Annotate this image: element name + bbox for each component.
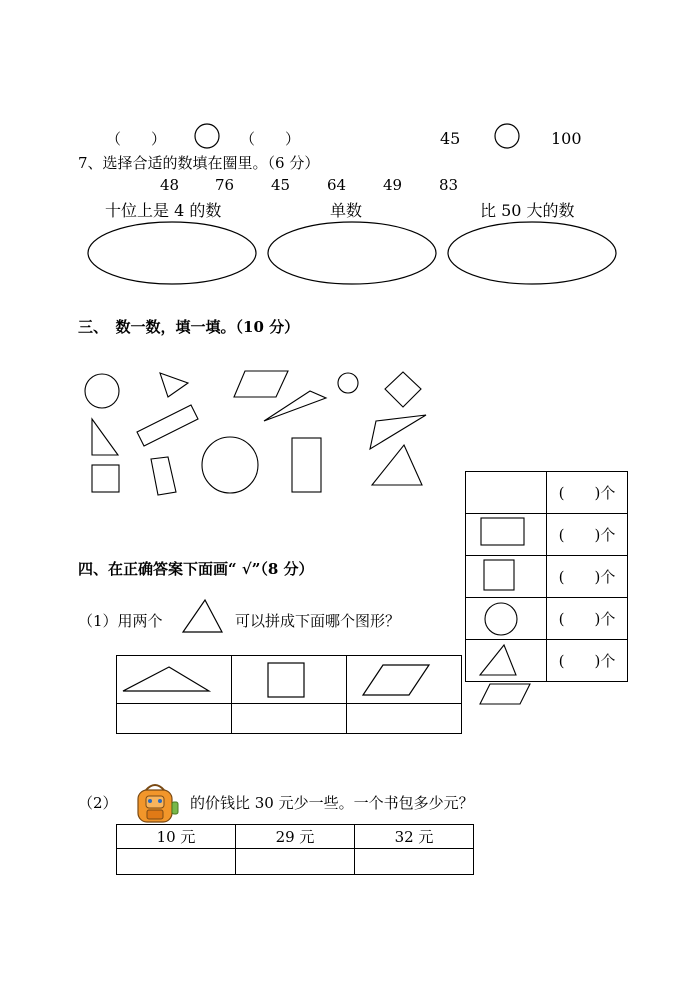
compare-circle-2[interactable] [494, 123, 520, 149]
q1-option-parallelogram [347, 656, 462, 704]
q1-options-table [116, 655, 462, 734]
q2-answer-cell[interactable] [117, 849, 236, 875]
shapes-figure [80, 365, 520, 505]
compare-paren-1[interactable]: （ ） [106, 130, 167, 148]
q7-number: 83 [439, 176, 459, 194]
q2-prefix: （2） [78, 794, 118, 812]
count-answer-cell[interactable] [547, 556, 628, 598]
q7-title: 7、选择合适的数填在圈里。（6 分） [78, 154, 320, 172]
count-suffix-text: ( )个 [558, 484, 616, 502]
q7-number: 64 [327, 176, 347, 194]
q7-number: 45 [271, 176, 291, 194]
q7-ellipse-gt-50[interactable] [446, 220, 618, 286]
square-icon [484, 560, 514, 590]
triangle-shape [370, 415, 426, 449]
price-label: 29 元 [275, 828, 315, 846]
q7-label-odd: 单数 [330, 201, 363, 220]
square-shape [92, 465, 119, 492]
price-option-10 [117, 825, 236, 849]
compare-num-right: 100 [551, 129, 582, 148]
q1-option-big-triangle [117, 656, 232, 704]
section3-title: 三、 数一数，填一填。（10 分） [78, 318, 300, 336]
q1-option-square [232, 656, 347, 704]
triangle-shape [160, 373, 188, 397]
compare-circle-1[interactable] [194, 123, 220, 149]
triangle-shape [264, 391, 326, 421]
q7-number: 49 [383, 176, 403, 194]
price-option-29 [236, 825, 355, 849]
count-suffix-text: ( )个 [558, 610, 616, 628]
q1-suffix: 可以拼成下面哪个图形？ [235, 612, 401, 630]
circle-shape [202, 437, 258, 493]
q7-ellipse-tens-4[interactable] [86, 220, 258, 286]
price-label: 32 元 [394, 828, 434, 846]
count-table [465, 471, 628, 682]
q2-suffix: 的价钱比 30 元少一些。一个书包多少元？ [190, 794, 474, 812]
q1-answer-cell[interactable] [117, 704, 232, 734]
q2-answer-cell[interactable] [355, 849, 474, 875]
count-answer-cell[interactable] [547, 598, 628, 640]
compare-num-left: 45 [440, 129, 461, 148]
square-shape [385, 372, 421, 407]
q7-number: 76 [215, 176, 235, 194]
triangle-icon [480, 645, 516, 675]
count-suffix-text: ( )个 [558, 652, 616, 670]
section4-title: 四、在正确答案下面画“ √”（8 分） [78, 560, 314, 578]
count-answer-cell[interactable] [547, 640, 628, 682]
q1-answer-cell[interactable] [232, 704, 347, 734]
triangle-shape [372, 445, 422, 485]
price-label: 10 元 [156, 828, 196, 846]
rectangle-shape [151, 457, 176, 495]
count-answer-cell[interactable] [547, 472, 628, 514]
backpack-icon [132, 780, 180, 826]
triangle-shape [92, 419, 118, 455]
count-row-icon-cell [466, 514, 547, 556]
count-suffix-text: ( )个 [558, 568, 616, 586]
count-row-icon-cell [466, 472, 547, 514]
parallelogram-icon [478, 682, 538, 708]
circle-icon [485, 603, 517, 635]
q2-price-table [116, 824, 474, 875]
q1-answer-cell[interactable] [347, 704, 462, 734]
rectangle-shape [292, 438, 321, 492]
count-row-icon-cell [466, 640, 547, 682]
count-row-icon-cell [466, 556, 547, 598]
triangle-icon [181, 598, 225, 634]
parallelogram-shape [234, 371, 288, 397]
q7-ellipse-odd[interactable] [266, 220, 438, 286]
q7-label-tens-4: 十位上是 4 的数 [105, 201, 222, 220]
circle-shape [85, 374, 119, 408]
q7-number: 48 [160, 176, 180, 194]
q2-answer-cell[interactable] [236, 849, 355, 875]
rectangle-icon [481, 518, 524, 545]
compare-paren-2[interactable]: （ ） [240, 130, 301, 148]
q7-label-gt-50: 比 50 大的数 [480, 201, 575, 220]
price-option-32 [355, 825, 474, 849]
count-row-icon-cell [466, 598, 547, 640]
circle-shape [338, 373, 358, 393]
count-answer-cell[interactable] [547, 514, 628, 556]
q1-prefix: （1）用两个 [78, 612, 163, 630]
count-suffix-text: ( )个 [558, 526, 616, 544]
rectangle-shape [137, 405, 198, 446]
